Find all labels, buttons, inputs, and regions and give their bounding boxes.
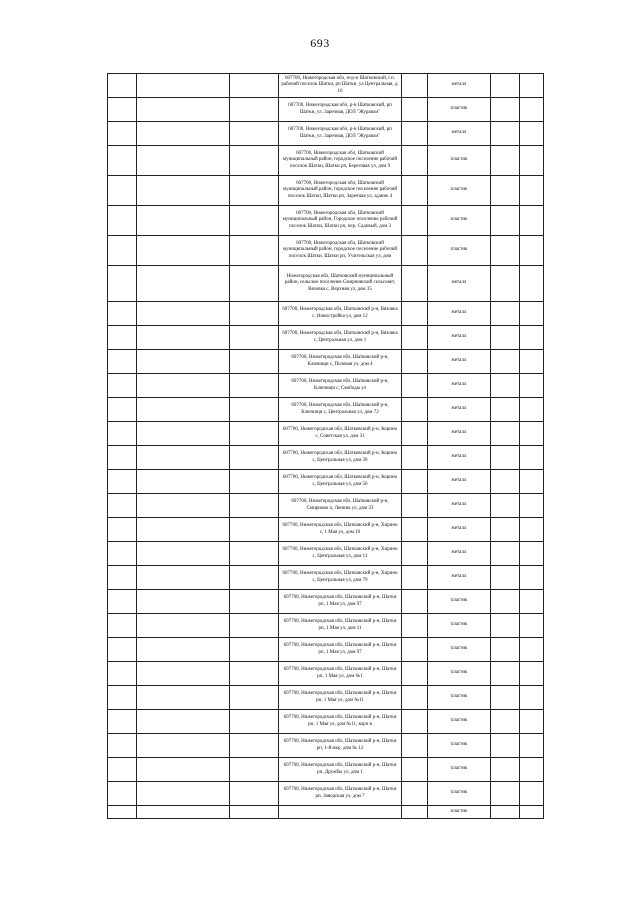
material-cell: металл (428, 350, 491, 374)
address-cell: 607700, Нижегородская обл, Шатковский р-н, Шатки рп, 1-й мкр, дом № 12 (279, 734, 402, 758)
material-cell: металл (428, 74, 491, 98)
table-row (108, 74, 544, 98)
empty-cell (137, 638, 230, 662)
empty-cell (230, 734, 279, 758)
empty-cell (108, 176, 137, 206)
empty-cell (520, 662, 544, 686)
empty-cell (137, 470, 230, 494)
empty-cell (520, 206, 544, 236)
address-cell: 607700, Нижегородская обл, Шатковский р-н, Шатки рп, 1 Мая ул, дом 11 (279, 614, 402, 638)
empty-cell (137, 302, 230, 326)
empty-cell (491, 206, 520, 236)
material-cell: пластик (428, 98, 491, 122)
table-row (108, 146, 544, 176)
empty-cell (402, 146, 428, 176)
table-row (108, 302, 544, 326)
empty-cell (108, 236, 137, 266)
empty-cell (137, 734, 230, 758)
empty-cell (137, 374, 230, 398)
empty-cell (491, 638, 520, 662)
address-cell: 607700, Нижегородская обл, Шатковский р-н, Корино с, Советская ул, дом 31 (279, 422, 402, 446)
table-row (108, 782, 544, 806)
empty-cell (520, 266, 544, 302)
address-cell: 607700, Нижегородская обл, Шатковский р-н, Корино с, Центральная ул, дом 56 (279, 470, 402, 494)
material-cell: металл (428, 542, 491, 566)
empty-cell (491, 350, 520, 374)
table-row (108, 398, 544, 422)
empty-cell (108, 638, 137, 662)
empty-cell (230, 446, 279, 470)
empty-cell (402, 686, 428, 710)
table-row (108, 98, 544, 122)
empty-cell (520, 590, 544, 614)
empty-cell (520, 494, 544, 518)
table-row (108, 470, 544, 494)
empty-cell (137, 422, 230, 446)
empty-cell (230, 374, 279, 398)
empty-cell (520, 806, 544, 819)
address-cell: 607700, Нижегородская обл, Шатковский р-н, Шатки рп, 1 Мая ул, дом №11 (279, 686, 402, 710)
empty-cell (520, 98, 544, 122)
material-cell: пластик (428, 176, 491, 206)
material-cell: пластик (428, 782, 491, 806)
empty-cell (137, 146, 230, 176)
empty-cell (230, 98, 279, 122)
empty-cell (230, 176, 279, 206)
empty-cell (402, 74, 428, 98)
material-cell: пластик (428, 758, 491, 782)
empty-cell (137, 806, 230, 819)
empty-cell (402, 206, 428, 236)
empty-cell (520, 542, 544, 566)
empty-cell (491, 302, 520, 326)
empty-cell (402, 350, 428, 374)
empty-cell (230, 590, 279, 614)
empty-cell (137, 398, 230, 422)
empty-cell (137, 614, 230, 638)
table-row (108, 710, 544, 734)
address-cell: 607700, Нижегородская обл, р-н Шатковский, рп Шатки, ул. Заречная, ДОЛ "Журавли" (279, 122, 402, 146)
material-cell: пластик (428, 638, 491, 662)
address-cell: 607700, Нижегородская обл, Шатковский р-н, Хирино с, 1 Мая ул, дом 10 (279, 518, 402, 542)
address-cell: 607700, Нижегородская обл, Шатковский р-н, Ключищи с, Свободы ул (279, 374, 402, 398)
empty-cell (137, 98, 230, 122)
table-row (108, 266, 544, 302)
empty-cell (137, 542, 230, 566)
empty-cell (402, 422, 428, 446)
empty-cell (108, 350, 137, 374)
empty-cell (230, 614, 279, 638)
empty-cell (491, 662, 520, 686)
empty-cell (230, 326, 279, 350)
empty-cell (520, 686, 544, 710)
address-cell: 607700, Нижегородская обл, Шатковский р-н, Хирино с, Центральная ул, дом 79 (279, 566, 402, 590)
empty-cell (491, 710, 520, 734)
empty-cell (520, 470, 544, 494)
empty-cell (230, 566, 279, 590)
empty-cell (491, 98, 520, 122)
empty-cell (402, 470, 428, 494)
material-cell: металл (428, 398, 491, 422)
address-cell: 607700, Нижегородская обл, Шатковский муниципальный район, городское поселение рабочий поселок Шатки, Шатки рп, Береговая ул, дом 9 (279, 146, 402, 176)
address-cell: 607700, Нижегородская обл, Шатковский р-н, Шатки рп, Заводская ул, дом 7 (279, 782, 402, 806)
empty-cell (230, 302, 279, 326)
table-row (108, 638, 544, 662)
empty-cell (520, 350, 544, 374)
material-cell: пластик (428, 710, 491, 734)
empty-cell (402, 614, 428, 638)
empty-cell (137, 518, 230, 542)
table-row (108, 446, 544, 470)
table-row (108, 686, 544, 710)
empty-cell (108, 206, 137, 236)
address-cell: 607700, Нижегородская обл, Шатковский муниципальный район, городское поселение рабочий поселок Шатки, Шатки рп, Заречная ул, здание 4 (279, 176, 402, 206)
empty-cell (520, 710, 544, 734)
empty-cell (520, 446, 544, 470)
table-body (108, 74, 544, 819)
empty-cell (137, 494, 230, 518)
empty-cell (402, 446, 428, 470)
empty-cell (108, 686, 137, 710)
empty-cell (491, 74, 520, 98)
empty-cell (402, 710, 428, 734)
address-cell: 607700, Нижегородская обл, Шатковский р-н, Шатки рп, 1 Мая ул, дом №1 (279, 662, 402, 686)
empty-cell (520, 236, 544, 266)
address-cell: 607700, Нижегородская обл, Шатковский р-н, Шатки рп, 1 Мая ул, дом 97 (279, 638, 402, 662)
empty-cell (520, 302, 544, 326)
address-cell: 607700, Нижегородская обл, Шатковский р-н, Шатки рп, 1 Мая ул, дом №11, корп в (279, 710, 402, 734)
empty-cell (230, 350, 279, 374)
empty-cell (230, 758, 279, 782)
empty-cell (520, 734, 544, 758)
empty-cell (491, 446, 520, 470)
empty-cell (108, 566, 137, 590)
empty-cell (230, 782, 279, 806)
material-cell: пластик (428, 806, 491, 819)
empty-cell (108, 806, 137, 819)
material-cell: пластик (428, 614, 491, 638)
empty-cell (230, 686, 279, 710)
empty-cell (108, 326, 137, 350)
empty-cell (520, 146, 544, 176)
empty-cell (230, 494, 279, 518)
empty-cell (402, 176, 428, 206)
empty-cell (491, 782, 520, 806)
empty-cell (491, 734, 520, 758)
address-cell: 607700, Нижегородская обл, м-р-н Шатковский, г.п. рабочий поселок Шатки, рп Шатки, ул Центральная, д. 16 (279, 74, 402, 98)
empty-cell (137, 122, 230, 146)
table-row (108, 614, 544, 638)
empty-cell (402, 782, 428, 806)
empty-cell (491, 758, 520, 782)
table-row (108, 422, 544, 446)
material-cell: металл (428, 518, 491, 542)
empty-cell (230, 122, 279, 146)
address-cell: 607700, Нижегородская обл, Шатковский р-н, Корино с, Центральная ул, дом 30 (279, 446, 402, 470)
empty-cell (402, 98, 428, 122)
table-row (108, 374, 544, 398)
table-row (108, 206, 544, 236)
empty-cell (402, 302, 428, 326)
empty-cell (108, 662, 137, 686)
table-row (108, 806, 544, 819)
waste-container-table (107, 73, 544, 819)
empty-cell (491, 494, 520, 518)
empty-cell (491, 470, 520, 494)
empty-cell (491, 146, 520, 176)
empty-cell (137, 74, 230, 98)
material-cell: металл (428, 422, 491, 446)
empty-cell (137, 236, 230, 266)
empty-cell (230, 398, 279, 422)
material-cell: пластик (428, 734, 491, 758)
empty-cell (402, 236, 428, 266)
empty-cell (520, 74, 544, 98)
empty-cell (108, 374, 137, 398)
empty-cell (108, 758, 137, 782)
empty-cell (520, 566, 544, 590)
address-cell: 607700, Нижегородская обл, Шатковский р-н, Хирино с, Центральная ул, дом 11 (279, 542, 402, 566)
empty-cell (230, 638, 279, 662)
address-cell: 607700, Нижегородская обл, Шатковский р-н, Ключищи с, Центральная ул, дом 72 (279, 398, 402, 422)
empty-cell (137, 686, 230, 710)
empty-cell (108, 302, 137, 326)
empty-cell (520, 122, 544, 146)
empty-cell (402, 758, 428, 782)
empty-cell (402, 590, 428, 614)
address-cell (279, 806, 402, 819)
empty-cell (520, 374, 544, 398)
empty-cell (137, 758, 230, 782)
empty-cell (108, 398, 137, 422)
address-cell: 607700, Нижегородская обл, Шатковский р-н, Вязовка с, Новостройка ул, дом 12 (279, 302, 402, 326)
empty-cell (402, 398, 428, 422)
empty-cell (137, 206, 230, 236)
address-cell: 607700, Нижегородская обл, р-н Шатковский, рп Шатки, ул. Заречная, ДОЛ "Журавли" (279, 98, 402, 122)
table-row (108, 758, 544, 782)
empty-cell (491, 806, 520, 819)
empty-cell (402, 266, 428, 302)
empty-cell (520, 518, 544, 542)
empty-cell (402, 566, 428, 590)
empty-cell (108, 782, 137, 806)
empty-cell (520, 326, 544, 350)
table-row (108, 566, 544, 590)
empty-cell (137, 662, 230, 686)
empty-cell (520, 422, 544, 446)
empty-cell (491, 326, 520, 350)
empty-cell (491, 398, 520, 422)
table-row (108, 350, 544, 374)
empty-cell (230, 806, 279, 819)
empty-cell (230, 146, 279, 176)
empty-cell (491, 614, 520, 638)
material-cell: пластик (428, 236, 491, 266)
empty-cell (137, 590, 230, 614)
empty-cell (520, 614, 544, 638)
empty-cell (491, 518, 520, 542)
empty-cell (108, 446, 137, 470)
table-row (108, 590, 544, 614)
empty-cell (402, 542, 428, 566)
material-cell: пластик (428, 662, 491, 686)
material-cell: пластик (428, 686, 491, 710)
empty-cell (230, 662, 279, 686)
empty-cell (230, 470, 279, 494)
page-number: 693 (310, 36, 330, 50)
empty-cell (230, 74, 279, 98)
empty-cell (137, 446, 230, 470)
empty-cell (230, 542, 279, 566)
empty-cell (402, 374, 428, 398)
empty-cell (108, 266, 137, 302)
empty-cell (108, 422, 137, 446)
table-row (108, 734, 544, 758)
empty-cell (230, 266, 279, 302)
empty-cell (520, 638, 544, 662)
address-cell: Нижегородская обл, Шатковский муниципальный район, сельское поселение Смирновский сельсовет, Вязовка с, Верхняя ул, дом 35 (279, 266, 402, 302)
empty-cell (108, 74, 137, 98)
empty-cell (491, 236, 520, 266)
empty-cell (491, 266, 520, 302)
empty-cell (230, 422, 279, 446)
empty-cell (108, 470, 137, 494)
empty-cell (520, 758, 544, 782)
empty-cell (137, 266, 230, 302)
material-cell: металл (428, 446, 491, 470)
material-cell: пластик (428, 146, 491, 176)
empty-cell (491, 176, 520, 206)
empty-cell (137, 782, 230, 806)
table-row (108, 236, 544, 266)
empty-cell (402, 806, 428, 819)
table-row (108, 542, 544, 566)
address-cell: 607700, Нижегородская обл, Шатковский муниципальный район, городское поселение рабочий поселок Шатки, Шатки рп, Учительская ул, дом (279, 236, 402, 266)
table-row (108, 662, 544, 686)
material-cell: металл (428, 566, 491, 590)
table-row (108, 122, 544, 146)
address-cell: 607700, Нижегородская обл, Шатковский муниципальный район, Городское поселение рабочий поселок Шатки, Шатки рп, пер. Садовый, дом 3 (279, 206, 402, 236)
empty-cell (491, 566, 520, 590)
empty-cell (137, 326, 230, 350)
empty-cell (402, 122, 428, 146)
material-cell: металл (428, 374, 491, 398)
address-cell: 607700, Нижегородская обл, Шатковский р-н, Шатки рп, 1 Мая ул, дом 97 (279, 590, 402, 614)
empty-cell (491, 374, 520, 398)
empty-cell (491, 422, 520, 446)
empty-cell (137, 566, 230, 590)
empty-cell (108, 542, 137, 566)
empty-cell (108, 122, 137, 146)
empty-cell (230, 236, 279, 266)
material-cell: металл (428, 494, 491, 518)
empty-cell (108, 614, 137, 638)
table-row (108, 176, 544, 206)
material-cell: металл (428, 302, 491, 326)
empty-cell (137, 176, 230, 206)
empty-cell (520, 398, 544, 422)
empty-cell (402, 494, 428, 518)
material-cell: металл (428, 470, 491, 494)
table-row (108, 518, 544, 542)
empty-cell (491, 686, 520, 710)
empty-cell (137, 710, 230, 734)
address-cell: 607700, Нижегородская обл, Шатковский р-н, Вязовка с, Центральная ул, дом 1 (279, 326, 402, 350)
empty-cell (402, 734, 428, 758)
material-cell: металл (428, 326, 491, 350)
empty-cell (137, 350, 230, 374)
empty-cell (491, 542, 520, 566)
empty-cell (108, 734, 137, 758)
material-cell: пластик (428, 206, 491, 236)
empty-cell (230, 710, 279, 734)
address-cell: 607700, Нижегородская обл, Шатковский р-н, Смирново п, Ленина ул, дом 33 (279, 494, 402, 518)
empty-cell (402, 326, 428, 350)
address-cell: 607700, Нижегородская обл, Шатковский р-н, Ключищи с, Полевая ул, дом 4 (279, 350, 402, 374)
empty-cell (491, 122, 520, 146)
empty-cell (108, 710, 137, 734)
empty-cell (520, 176, 544, 206)
empty-cell (230, 206, 279, 236)
empty-cell (108, 590, 137, 614)
material-cell: металл (428, 266, 491, 302)
table-row (108, 494, 544, 518)
empty-cell (402, 638, 428, 662)
empty-cell (108, 494, 137, 518)
address-cell: 607700, Нижегородская обл, Шатковский р-н, Шатки рп, Дружбы ул, дом 1 (279, 758, 402, 782)
table-row (108, 326, 544, 350)
empty-cell (108, 98, 137, 122)
empty-cell (402, 662, 428, 686)
empty-cell (230, 518, 279, 542)
material-cell: металл (428, 122, 491, 146)
empty-cell (402, 518, 428, 542)
empty-cell (491, 590, 520, 614)
empty-cell (108, 146, 137, 176)
empty-cell (108, 518, 137, 542)
material-cell: пластик (428, 590, 491, 614)
empty-cell (520, 782, 544, 806)
